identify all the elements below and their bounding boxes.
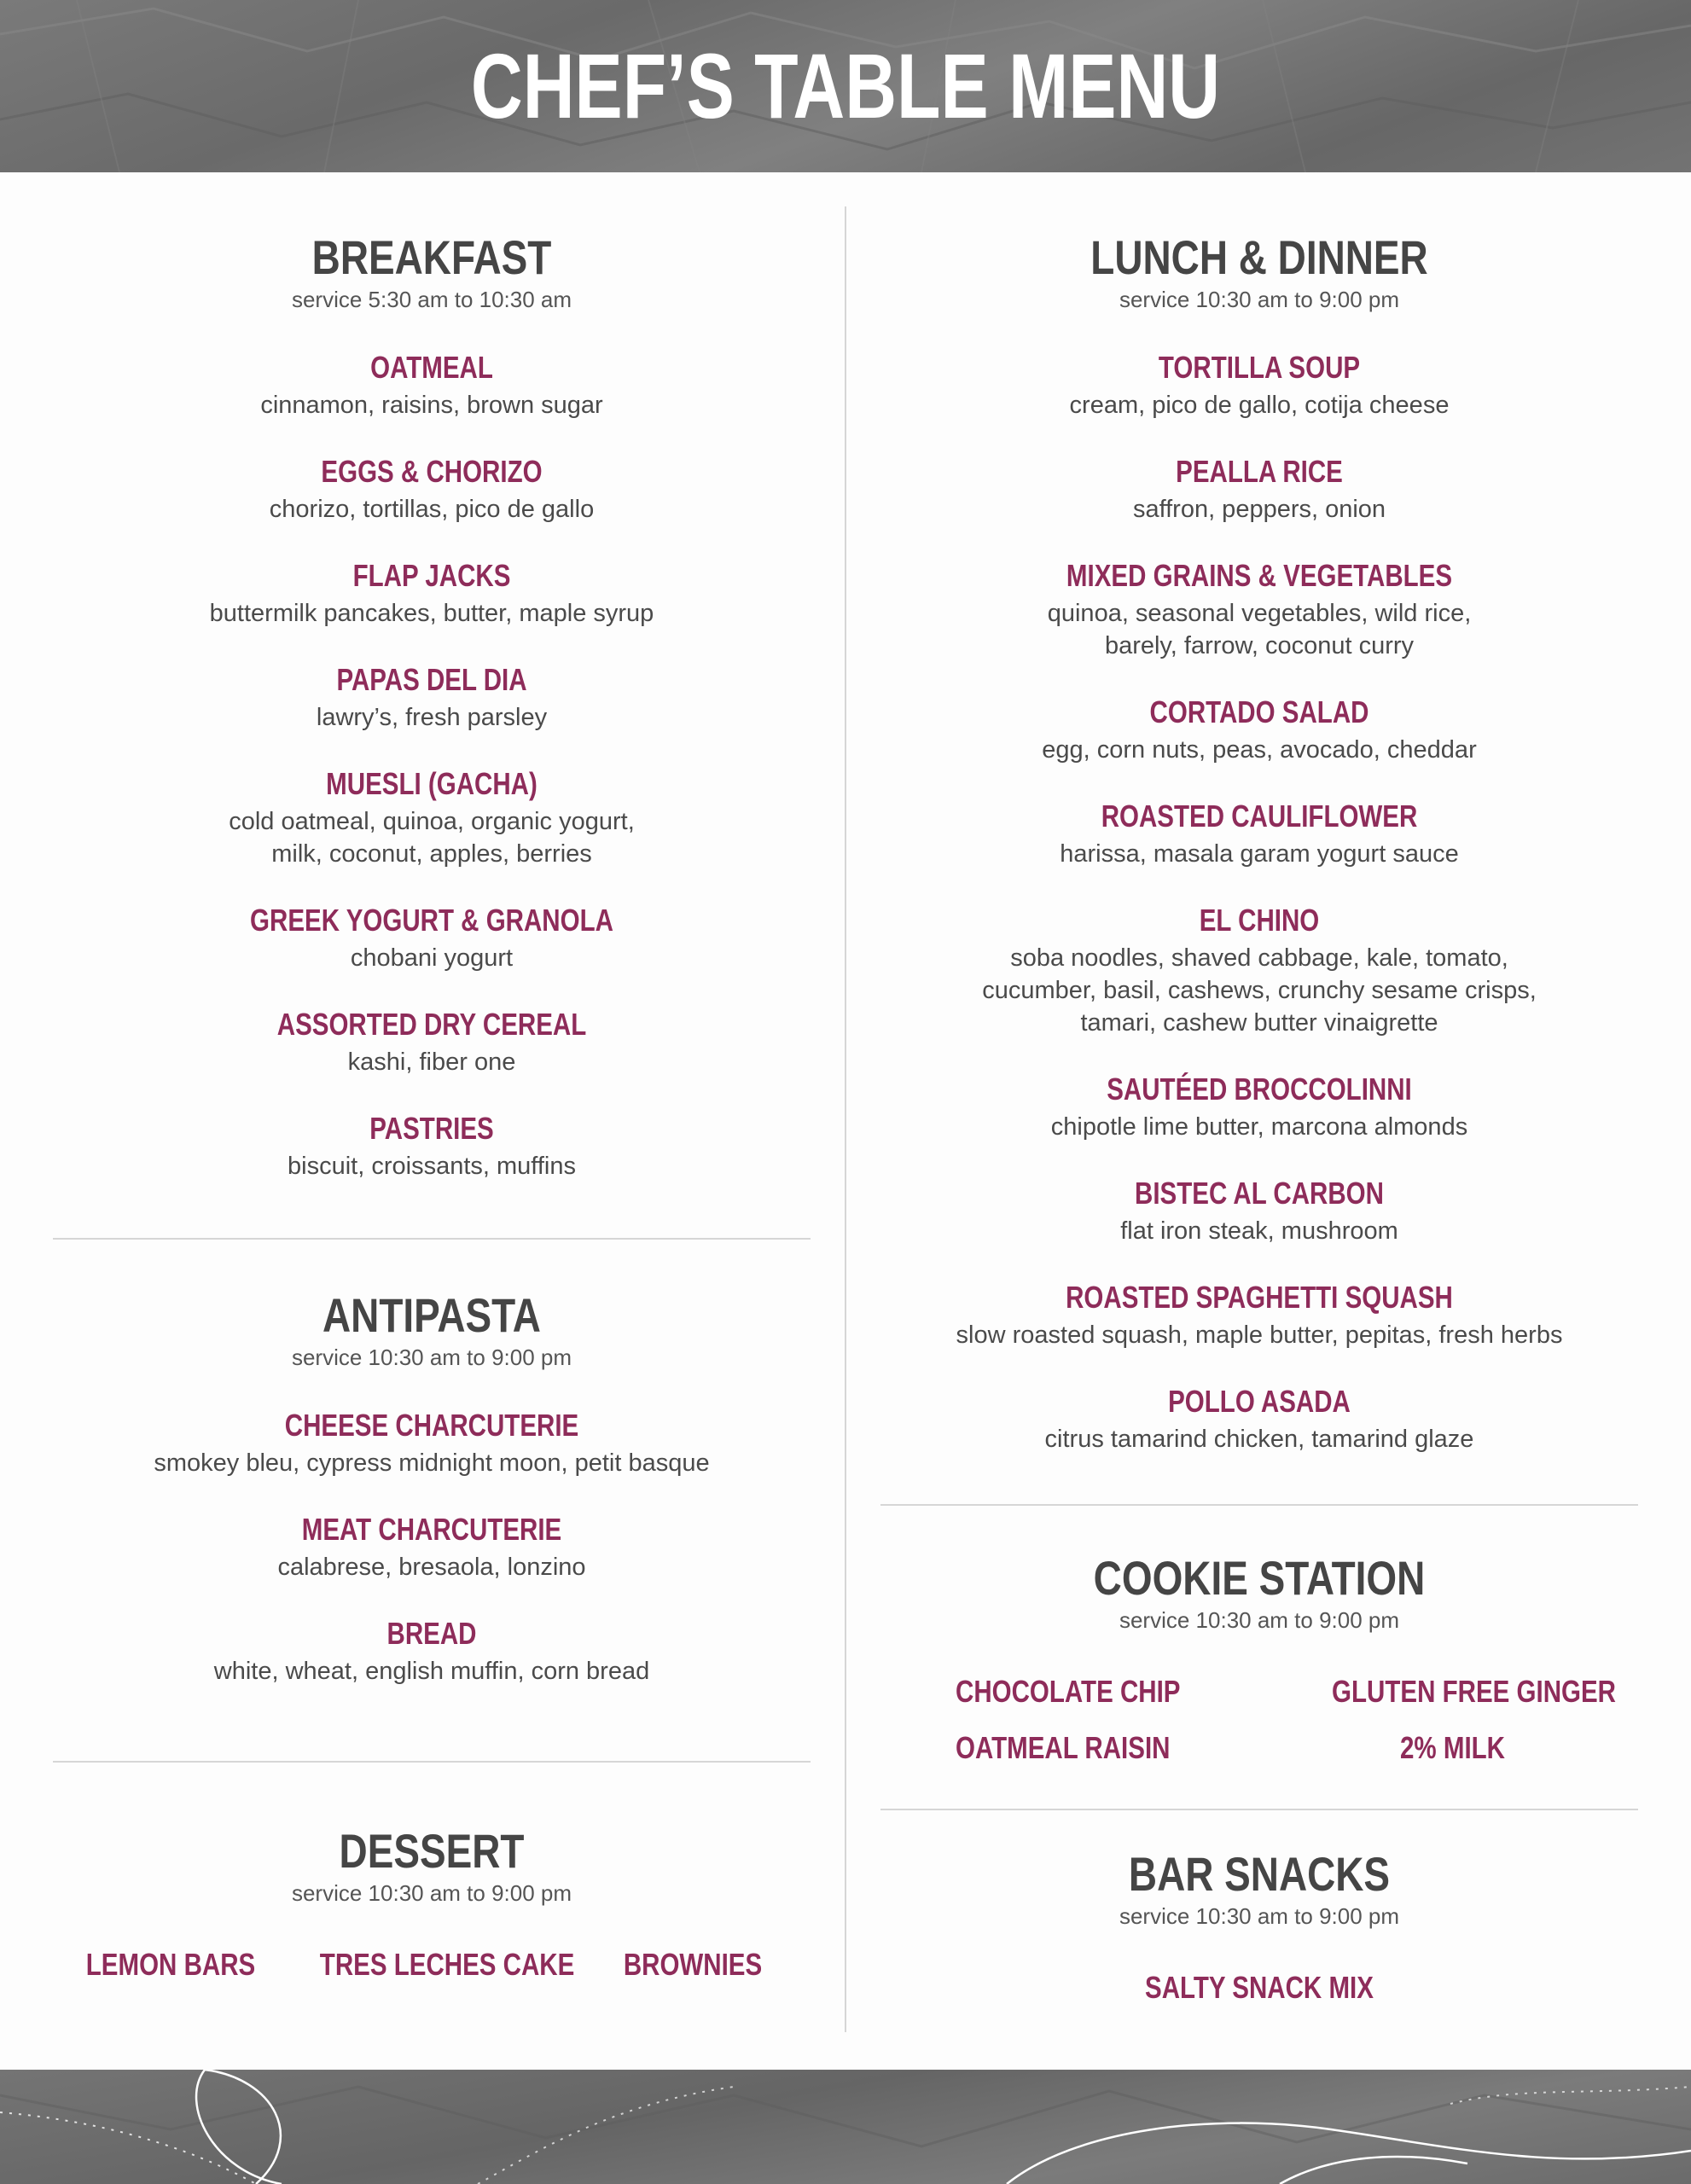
cookie-item: GLUTEN FREE GINGER xyxy=(1332,1674,1616,1709)
item-name: FLAP JACKS xyxy=(352,558,511,593)
item-name: ROASTED SPAGHETTI SQUASH xyxy=(1066,1280,1453,1315)
section-divider xyxy=(53,1238,811,1240)
item-description: lawry’s, fresh parsley xyxy=(316,704,548,731)
lunch-dinner-section xyxy=(880,232,1638,1488)
item-description: chipotle lime butter, marcona almonds xyxy=(1050,1113,1468,1141)
dessert-section xyxy=(53,1826,811,1908)
dessert-item: TRES LECHES CAKE xyxy=(319,1947,575,1982)
menu-item xyxy=(880,1072,1638,1143)
menu-item xyxy=(880,558,1638,662)
item-name: PEALLA RICE xyxy=(1176,454,1343,489)
item-description: flat iron steak, mushroom xyxy=(1120,1217,1398,1245)
item-description: citrus tamarind chicken, tamarind glaze xyxy=(1044,1426,1474,1453)
item-name: GREEK YOGURT & GRANOLA xyxy=(250,903,613,938)
menu-item xyxy=(53,558,811,630)
item-name: BREAD xyxy=(386,1616,477,1651)
menu-item xyxy=(880,694,1638,766)
item-description: biscuit, croissants, muffins xyxy=(288,1153,576,1180)
service-hours: service 10:30 am to 9:00 pm xyxy=(1119,287,1400,312)
decorative-swirls xyxy=(0,2070,1691,2184)
item-description: cinnamon, raisins, brown sugar xyxy=(260,392,603,419)
item-name: CHEESE CHARCUTERIE xyxy=(284,1408,579,1443)
service-hours: service 5:30 am to 10:30 am xyxy=(291,287,572,312)
dessert-item: BROWNIES xyxy=(623,1947,763,1982)
item-name: POLLO ASADA xyxy=(1168,1384,1351,1419)
breakfast-section xyxy=(53,232,811,1215)
item-description: soba noodles, shaved cabbage, kale, tomato, cucumber, basil, cashews, crunchy sesame crisps, tamari, cashew butter vinaigrette xyxy=(982,944,1537,1037)
item-name: EL CHINO xyxy=(1199,903,1320,938)
item-name: OATMEAL xyxy=(370,350,493,385)
snack-item: SALTY SNACK MIX xyxy=(1145,1970,1374,2005)
menu-item xyxy=(880,454,1638,526)
item-description: saffron, peppers, onion xyxy=(1132,496,1386,523)
footer-banner xyxy=(0,2070,1691,2184)
item-description: cold oatmeal, quinoa, organic yogurt, milk, coconut, apples, berries xyxy=(229,808,635,868)
menu-item xyxy=(53,350,811,421)
item-description: cream, pico de gallo, cotija cheese xyxy=(1069,392,1450,419)
menu-item xyxy=(53,766,811,870)
section-title: COOKIE STATION xyxy=(1093,1551,1426,1605)
section-title: ANTIPASTA xyxy=(323,1288,541,1342)
bar-snacks-section xyxy=(880,1849,1638,1931)
menu-item xyxy=(53,1512,811,1583)
service-hours: service 10:30 am to 9:00 pm xyxy=(1119,1903,1400,1929)
item-name: BISTEC AL CARBON xyxy=(1135,1176,1384,1211)
section-divider xyxy=(880,1504,1638,1506)
section-title: BAR SNACKS xyxy=(1128,1847,1391,1901)
section-title: LUNCH & DINNER xyxy=(1090,230,1428,284)
item-name: ASSORTED DRY CEREAL xyxy=(276,1007,587,1042)
cookie-item: OATMEAL RAISIN xyxy=(956,1730,1171,1765)
page-title: CHEF’S TABLE MENU xyxy=(470,34,1221,137)
menu-item xyxy=(880,1280,1638,1351)
service-hours: service 10:30 am to 9:00 pm xyxy=(291,1880,572,1906)
item-description: smokey bleu, cypress midnight moon, petit basque xyxy=(154,1449,710,1477)
cookie-item: CHOCOLATE CHIP xyxy=(956,1674,1181,1709)
menu-item xyxy=(880,1384,1638,1455)
item-description: kashi, fiber one xyxy=(347,1048,516,1076)
item-description: slow roasted squash, maple butter, pepitas, fresh herbs xyxy=(956,1321,1563,1349)
item-description: calabrese, bresaola, lonzino xyxy=(277,1554,586,1581)
item-name: MUESLI (GACHA) xyxy=(326,766,538,801)
dessert-item: LEMON BARS xyxy=(85,1947,256,1982)
item-name: PAPAS DEL DIA xyxy=(336,662,527,697)
section-divider xyxy=(53,1761,811,1763)
item-description: chorizo, tortillas, pico de gallo xyxy=(269,496,595,523)
header-banner xyxy=(0,0,1691,172)
item-description: egg, corn nuts, peas, avocado, cheddar xyxy=(1042,736,1477,764)
antipasta-section xyxy=(53,1290,811,1720)
menu-item xyxy=(53,662,811,734)
section-divider xyxy=(880,1809,1638,1810)
section-title: DESSERT xyxy=(339,1824,525,1878)
column-divider xyxy=(845,206,846,2032)
item-name: SAUTÉED BROCCOLINNI xyxy=(1107,1072,1412,1107)
cookie-station-section xyxy=(880,1553,1638,1635)
menu-item xyxy=(880,903,1638,1039)
menu-item xyxy=(53,1007,811,1078)
item-name: EGGS & CHORIZO xyxy=(321,454,543,489)
item-description: buttermilk pancakes, butter, maple syrup xyxy=(209,600,654,627)
cookie-item: 2% MILK xyxy=(1399,1730,1505,1765)
item-description: chobani yogurt xyxy=(350,944,514,972)
item-name: ROASTED CAULIFLOWER xyxy=(1101,799,1418,834)
service-hours: service 10:30 am to 9:00 pm xyxy=(291,1345,572,1370)
menu-item xyxy=(53,1111,811,1182)
item-name: PASTRIES xyxy=(369,1111,494,1146)
item-name: MEAT CHARCUTERIE xyxy=(301,1512,562,1547)
menu-item xyxy=(53,454,811,526)
section-title: BREAKFAST xyxy=(311,230,552,284)
item-name: TORTILLA SOUP xyxy=(1158,350,1361,385)
item-name: CORTADO SALAD xyxy=(1149,694,1369,729)
item-description: quinoa, seasonal vegetables, wild rice, barely, farrow, coconut curry xyxy=(1047,600,1472,659)
item-description: harissa, masala garam yogurt sauce xyxy=(1060,840,1459,868)
menu-item xyxy=(53,1408,811,1479)
menu-item xyxy=(880,1176,1638,1247)
menu-item xyxy=(880,350,1638,421)
menu-item xyxy=(53,903,811,974)
item-description: white, wheat, english muffin, corn bread xyxy=(213,1658,650,1685)
item-name: MIXED GRAINS & VEGETABLES xyxy=(1066,558,1453,593)
service-hours: service 10:30 am to 9:00 pm xyxy=(1119,1607,1400,1633)
menu-item xyxy=(53,1616,811,1687)
menu-item xyxy=(880,799,1638,870)
